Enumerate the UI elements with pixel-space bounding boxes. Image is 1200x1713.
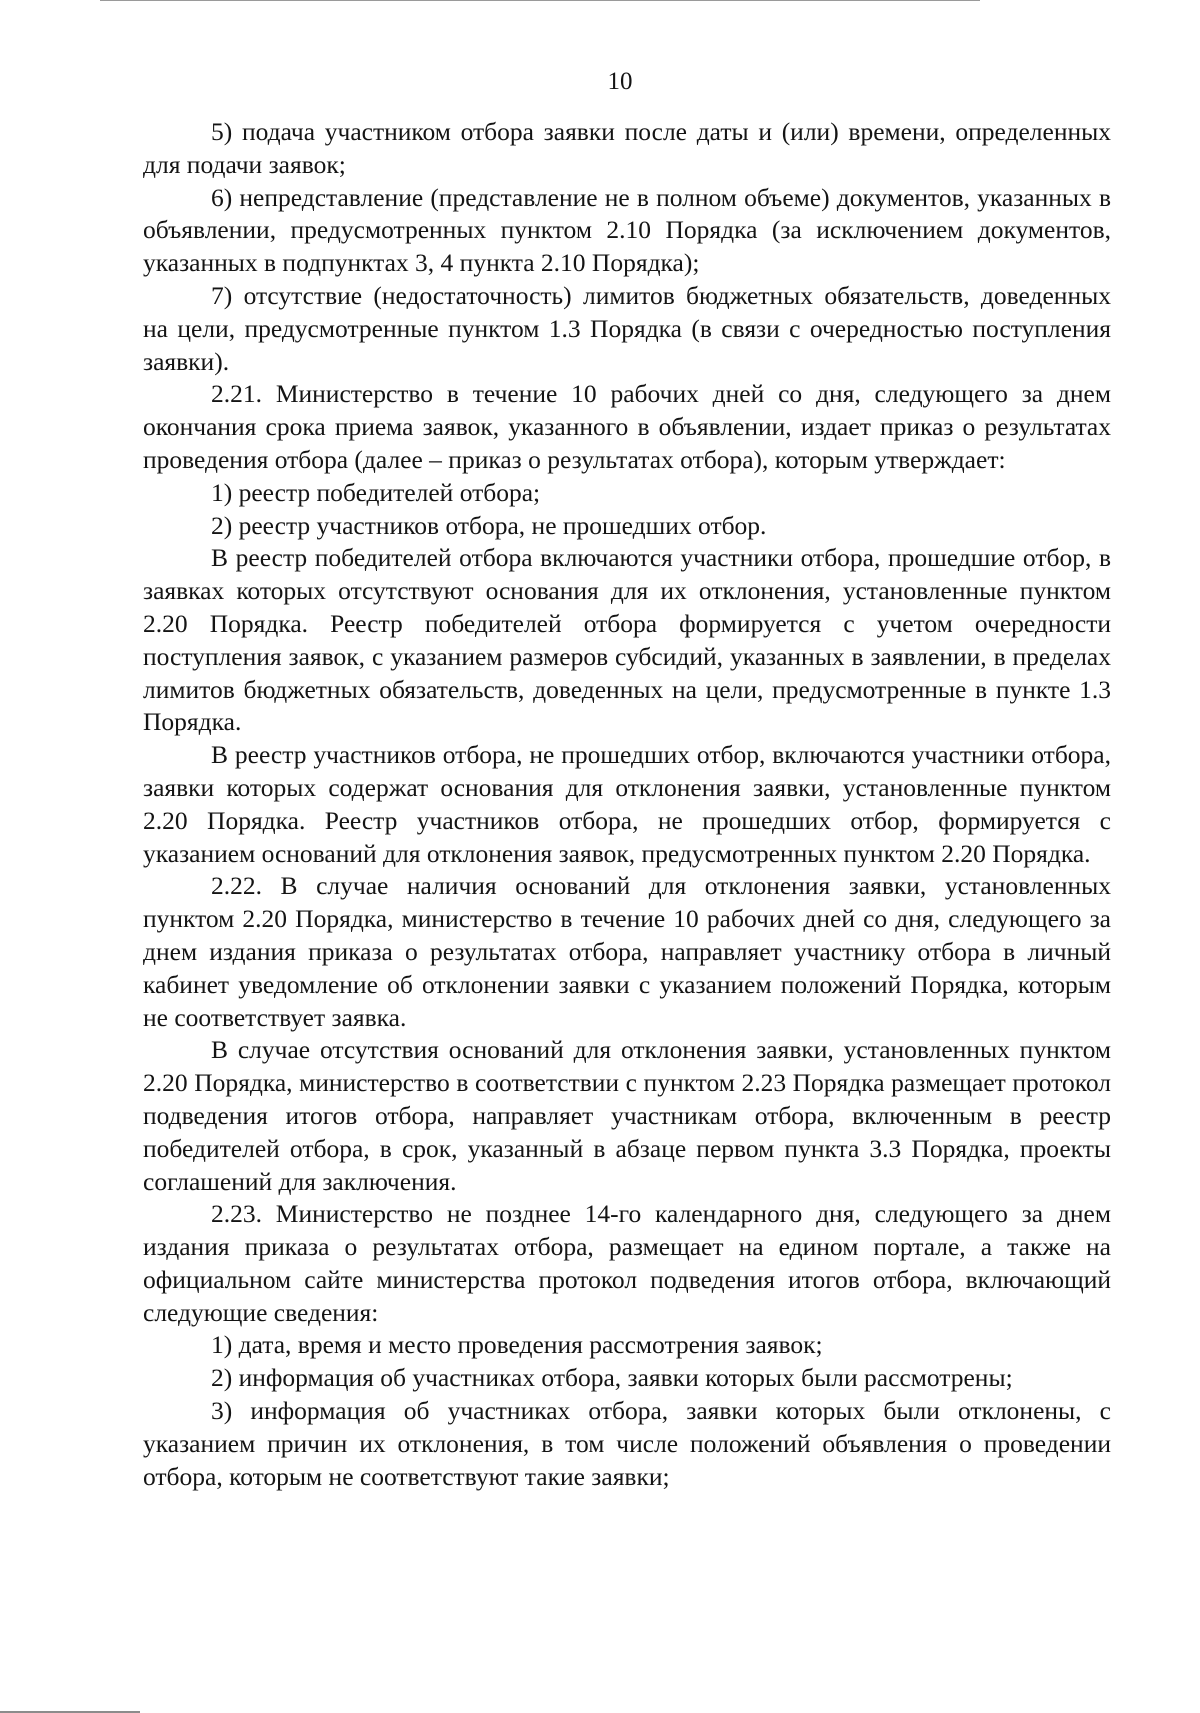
paragraph-winners-registry: В реестр победителей отбора включаются участники отбора, прошедшие отбор, в заявках которых отсутствуют основания для их отклонения, установленные пунктом 2.20 Порядка. Реестр победителей отбора формируется с учетом очередности поступления заявок, с указанием размеров субсидий, указанных в заявлении, в пределах лимитов бюджетных обязательств, доведенных на цели, предусмотренные в пункте 1.3 Порядка. bbox=[143, 543, 1111, 737]
paragraph-protocol-item-2: 2) информация об участниках отбора, заявки которых были рассмотрены; bbox=[211, 1363, 1013, 1393]
paragraph-2-22: 2.22. В случае наличия оснований для отклонения заявки, установленных пунктом 2.20 Порядка, министерство в течение 10 рабочих дней со дня, следующего за днем издания приказа о результатах отбора, направляет участнику отбора в личный кабинет уведомление об отклонении заявки с указанием положений Порядка, которым не соответствует заявка. bbox=[143, 871, 1111, 1032]
scan-edge-bottom bbox=[0, 1709, 140, 1713]
paragraph-protocol-item-1: 1) дата, время и место проведения рассмотрения заявок; bbox=[211, 1330, 823, 1360]
scan-edge-top bbox=[100, 0, 980, 4]
paragraph-item-5: 5) подача участником отбора заявки после даты и (или) времени, определенных для подачи заявок; bbox=[143, 117, 1111, 179]
document-body bbox=[143, 116, 1111, 1493]
paragraph-2-21: 2.21. Министерство в течение 10 рабочих дней со дня, следующего за днем окончания срока приема заявок, указанного в объявлении, издает приказ о результатах проведения отбора (далее – приказ о результатах отбора), которым утверждает: bbox=[143, 379, 1111, 474]
paragraph-registry-1: 1) реестр победителей отбора; bbox=[211, 477, 541, 507]
paragraph-item-7: 7) отсутствие (недостаточность) лимитов бюджетных обязательств, доведенных на цели, предусмотренные пунктом 1.3 Порядка (в связи с очередностью поступления заявки). bbox=[143, 280, 1111, 376]
paragraph-protocol-item-3: 3) информация об участниках отбора, заявки которых были отклонены, с указанием причин их отклонения, в том числе положений объявления о проведении отбора, которым не соответствуют такие заявки; bbox=[143, 1396, 1111, 1491]
page-number: 10 bbox=[607, 68, 633, 95]
paragraph-2-23: 2.23. Министерство не позднее 14-го календарного дня, следующего за днем издания приказа о результатах отбора, размещает на едином портале, а также на официальном сайте министерства протокол подведения итогов отбора, включающий следующие сведения: bbox=[143, 1199, 1111, 1327]
paragraph-registry-2: 2) реестр участников отбора, не прошедших отбор. bbox=[211, 510, 767, 540]
paragraph-no-rejection: В случае отсутствия оснований для отклонения заявки, установленных пунктом 2.20 Порядка, министерство в соответствии с пунктом 2.23 Порядка размещает протокол подведения итогов отбора, направляет участникам отбора, включенным в реестр победителей отбора, в срок, указанный в абзаце первом пункта 3.3 Порядка, проекты соглашений для заключения. bbox=[143, 1035, 1111, 1196]
paragraph-item-6: 6) непредставление (представление не в полном объеме) документов, указанных в объявлении, предусмотренных пунктом 2.10 Порядка (за исключением документов, указанных в подпунктах 3, 4 пункта 2.10 Порядка); bbox=[143, 182, 1111, 278]
paragraph-rejected-registry: В реестр участников отбора, не прошедших отбор, включаются участники отбора, заявки которых содержат основания для отклонения заявки, установленные пунктом 2.20 Порядка. Реестр участников отбора, не прошедших отбор, формируется с указанием оснований для отклонения заявок, предусмотренных пунктом 2.20 Порядка. bbox=[143, 740, 1111, 868]
